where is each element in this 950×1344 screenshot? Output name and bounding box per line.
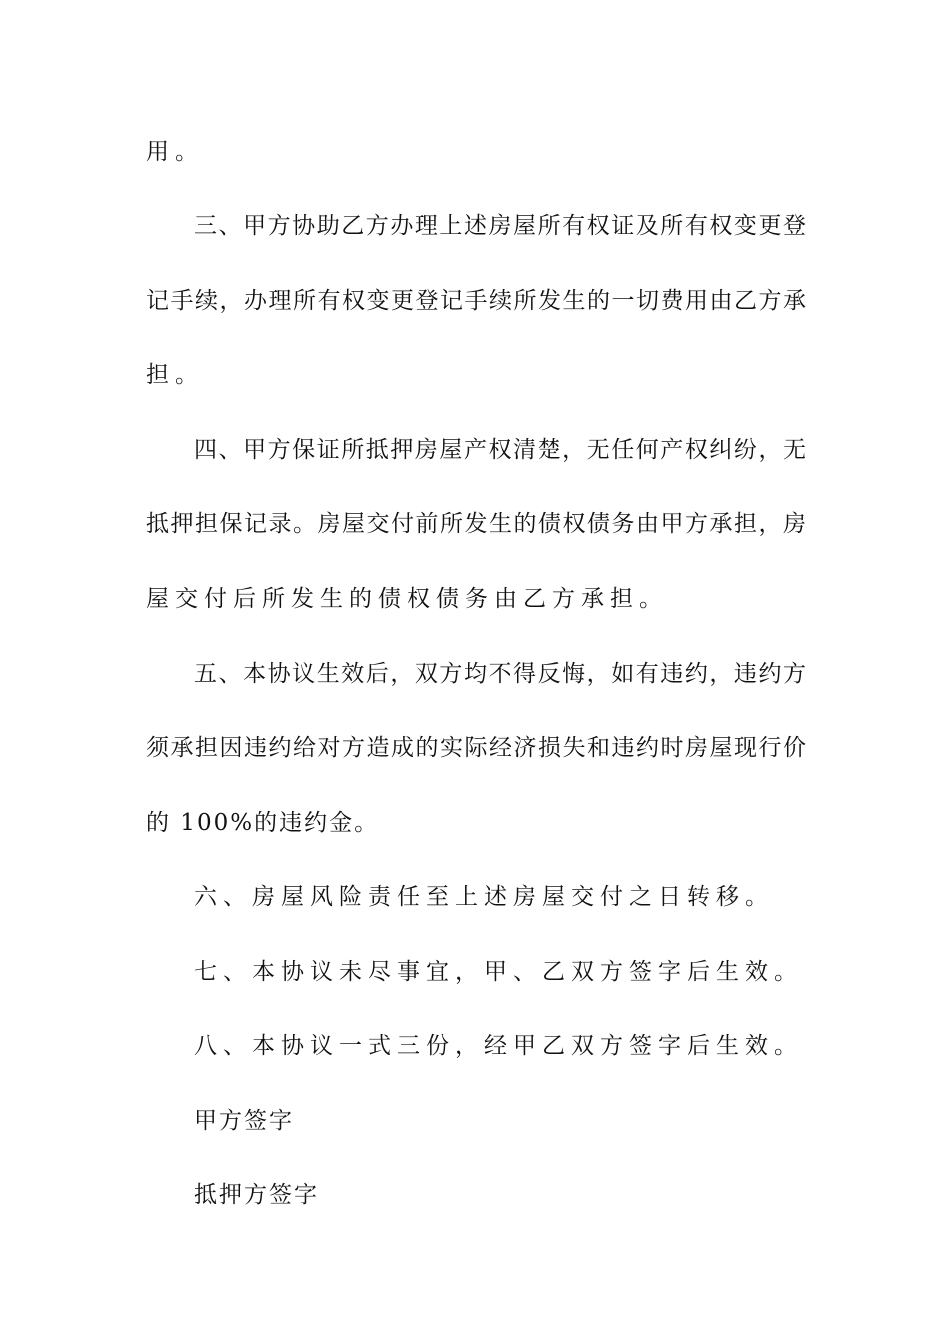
text-line: 屋交付后所发生的债权债务由乙方承担。 (146, 586, 668, 612)
signature-label: 甲方签字 (194, 1108, 294, 1134)
text-line: 四、甲方保证所抵押房屋产权清楚，无任何产权纠纷，无 (194, 437, 806, 463)
text-line: 担。 (146, 362, 204, 388)
text-line: 须承担因违约给对方造成的实际经济损失和违约时房屋现行价 (146, 735, 806, 761)
text-line: 三、甲方协助乙方办理上述房屋所有权证及所有权变更登 (194, 213, 806, 239)
text-line: 八、本协议一式三份，经甲乙双方签字后生效。 (194, 1033, 803, 1059)
text-line: 六、房屋风险责任至上述房屋交付之日转移。 (194, 884, 774, 910)
text-line: 五、本协议生效后，双方均不得反悔，如有违约，违约方 (194, 661, 806, 687)
signature-label: 抵押方签字 (194, 1182, 319, 1208)
text-line: 记手续，办理所有权变更登记手续所发生的一切费用由乙方承 (146, 288, 806, 314)
text-line: 的 100%的违约金。 (146, 810, 380, 836)
text-line: 七、本协议未尽事宜，甲、乙双方签字后生效。 (194, 959, 803, 985)
text-line: 用。 (146, 139, 204, 165)
text-line: 抵押担保记录。房屋交付前所发生的债权债务由甲方承担，房 (146, 511, 806, 537)
